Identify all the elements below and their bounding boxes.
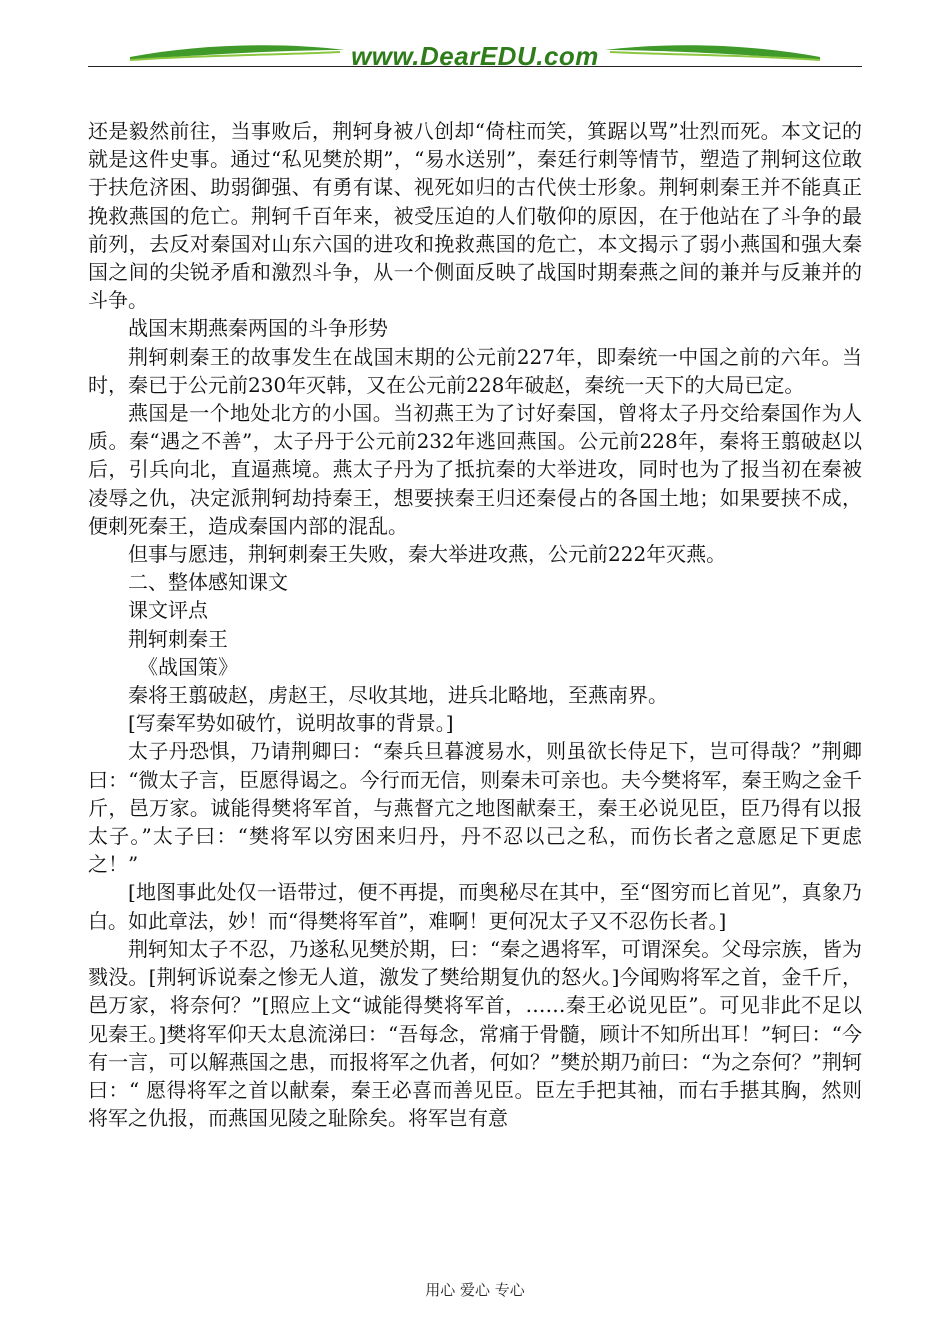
annotation: [写秦军势如破竹，说明故事的背景。] (128, 711, 454, 736)
text-title: 荆轲刺秦王 (128, 626, 228, 651)
page-footer: 用心 爱心 专心 (425, 1281, 525, 1299)
site-name: www.DearEDU.com (351, 41, 599, 71)
text-source: 《战国策》 (138, 654, 238, 679)
paragraph: 但事与愿违，荆轲刺秦王失败，秦大举进攻燕，公元前222年灭燕。 (128, 542, 727, 567)
document-body (88, 117, 862, 1132)
paragraph: 燕国是一个地处北方的小国。当初燕王为了讨好秦国，曾将太子丹交给秦国作为人质。秦“遇之不善”，太子丹于公元前232年逃回燕国。公元前228年，秦将王翦破赵以后，引兵向北，直逼燕境。燕太子丹为了抵抗秦的大举进攻，同时也为了报当初在秦被凌辱之仇，决定派荆轲劫持秦王，想要挟秦王归还秦侵占的各国土地；如果要挟不成，便刺死秦王，造成秦国内部的混乱。 (88, 401, 862, 538)
page-header (0, 0, 950, 80)
section-heading: 二、整体感知课文 (128, 570, 288, 595)
header-divider (88, 66, 862, 67)
annotation: [地图事此处仅一语带过，便不再提，而奥秘尽在其中，至“图穷而匕首见”，真象乃白。如此章法，妙！而“得樊将军首”，难啊！更何况太子又不忍伤长者。] (88, 880, 862, 933)
section-heading: 课文评点 (128, 598, 208, 623)
paragraph: 荆轲刺秦王的故事发生在战国末期的公元前227年，即秦统一中国之前的六年。当时，秦已于公元前230年灭韩，又在公元前228年破赵，秦统一天下的大局已定。 (88, 344, 862, 397)
paragraph: 还是毅然前往，当事败后，荆轲身被八创却“倚柱而笑，箕踞以骂”壮烈而死。本文记的就是这件史事。通过“私见樊於期”，“易水送别”，秦廷行刺等情节，塑造了荆轲这位敢于扶危济困、助弱御强、有勇有谋、视死如归的古代侠士形象。荆轲刺秦王并不能真正挽救燕国的危亡。荆轲千百年来，被受压迫的人们敬仰的原因，在于他站在了斗争的最前列，去反对秦国对山东六国的进攻和挽救燕国的危亡，本文揭示了弱小燕国和强大秦国之间的尖锐矛盾和激烈斗争，从一个侧面反映了战国时期秦燕之间的兼并与反兼并的斗争。 (88, 119, 862, 313)
section-heading: 战国末期燕秦两国的斗争形势 (128, 316, 388, 341)
paragraph: 荆轲知太子不忍，乃遂私见樊於期，曰：“秦之遇将军，可谓深矣。父母宗族，皆为戮没。[荆轲诉说秦之惨无人道，激发了樊给期复仇的怒火。]今闻购将军之首，金千斤，邑万家，将奈何？”[照应上文“诚能得樊将军首，……秦王必说见臣”。可见非此不足以见秦王。]樊将军仰天太息流涕曰：“吾每念，常痛于骨髓，顾计不知所出耳！”轲曰：“今有一言，可以解燕国之患，而报将军之仇者，何如？”樊於期乃前曰：“为之奈何？”荆轲曰：“ 愿得将军之首以献秦，秦王必喜而善见臣。臣左手把其袖，而右手揕其胸，然则将军之仇报，而燕国见陵之耻除矣。将军岂有意 (88, 936, 862, 1131)
paragraph: 秦将王翦破赵，虏赵王，尽收其地，进兵北略地，至燕南界。 (128, 683, 668, 708)
paragraph: 太子丹恐惧，乃请荆卿曰：“秦兵旦暮渡易水，则虽欲长侍足下，岂可得哉？”荆卿曰：“微太子言，臣愿得谒之。今行而无信，则秦未可亲也。夫今樊将军，秦王购之金千斤，邑万家。诚能得樊将军首，与燕督亢之地图献秦王，秦王必说见臣，臣乃得有以报太子。”太子曰：“樊将军以穷困来归丹，丹不忍以己之私，而伤长者之意愿足下更虑之！” (88, 739, 862, 877)
